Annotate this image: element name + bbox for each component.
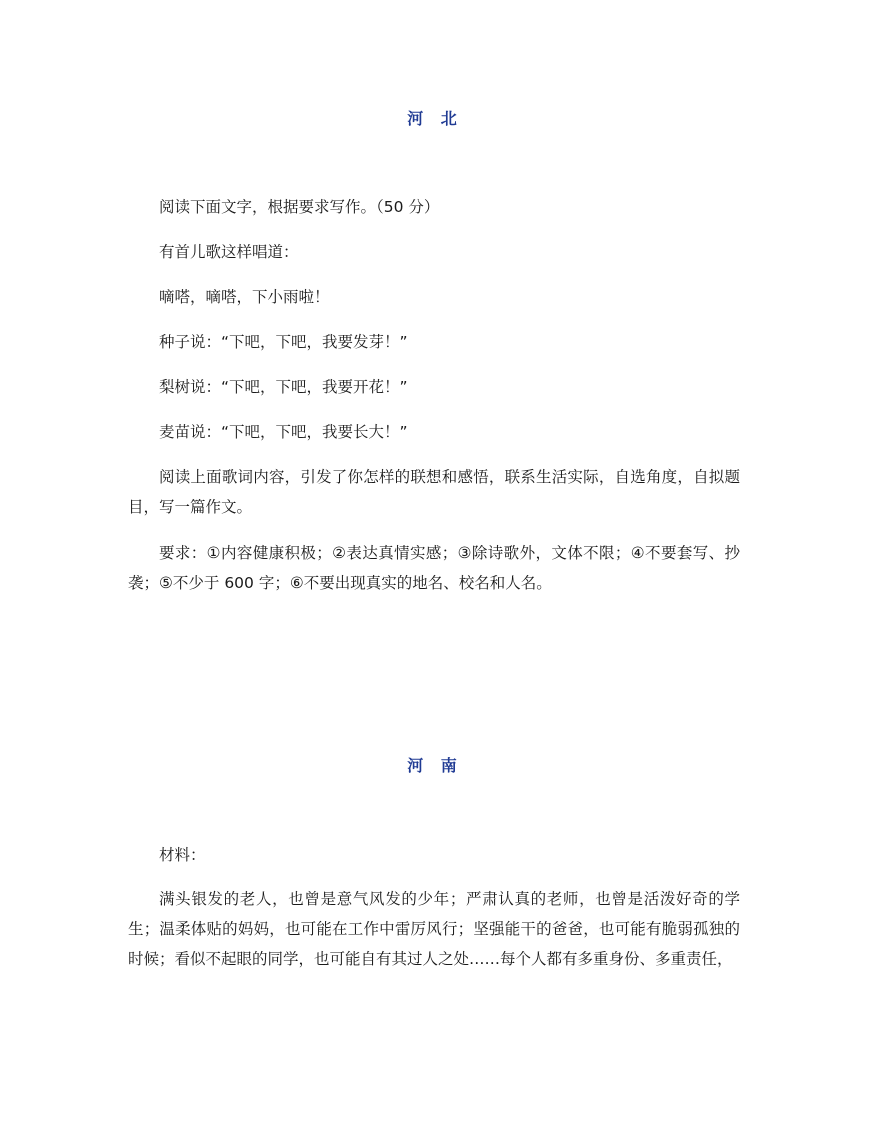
song-intro: 有首儿歌这样唱道：	[159, 243, 299, 261]
material-text: 满头银发的老人，也曾是意气风发的少年；严肃认真的老师，也曾是活泼好奇的学生；温柔体贴的妈妈，也可能在工作中雷厉风行；坚强能干的爸爸，也可能有脆弱孤独的时候；看似不起眼的同学，也可能自有其过人之处……每个人都有多重身份、多重责任，	[128, 890, 740, 968]
material-label: 材料：	[159, 846, 206, 864]
song-line-3: 梨树说：“下吧，下吧，我要开花！”	[159, 378, 408, 396]
song-line-1: 嘀嗒，嘀嗒，下小雨啦！	[159, 288, 330, 306]
song-line-4: 麦苗说：“下吧，下吧，我要长大！”	[159, 423, 408, 441]
section-title-henan: 河 南	[407, 756, 463, 775]
writing-requirements: 要求：①内容健康积极；②表达真情实感；③除诗歌外，文体不限；④不要套写、抄袭；⑤不少于 600 字；⑥不要出现真实的地名、校名和人名。	[128, 544, 740, 592]
writing-task: 阅读上面歌词内容，引发了你怎样的联想和感悟，联系生活实际，自选角度，自拟题目，写一篇作文。	[128, 468, 740, 516]
song-line-2: 种子说：“下吧，下吧，我要发芽！”	[159, 333, 408, 351]
section-title-hebei: 河 北	[407, 109, 463, 128]
prompt-instruction: 阅读下面文字，根据要求写作。（50 分）	[159, 198, 440, 216]
